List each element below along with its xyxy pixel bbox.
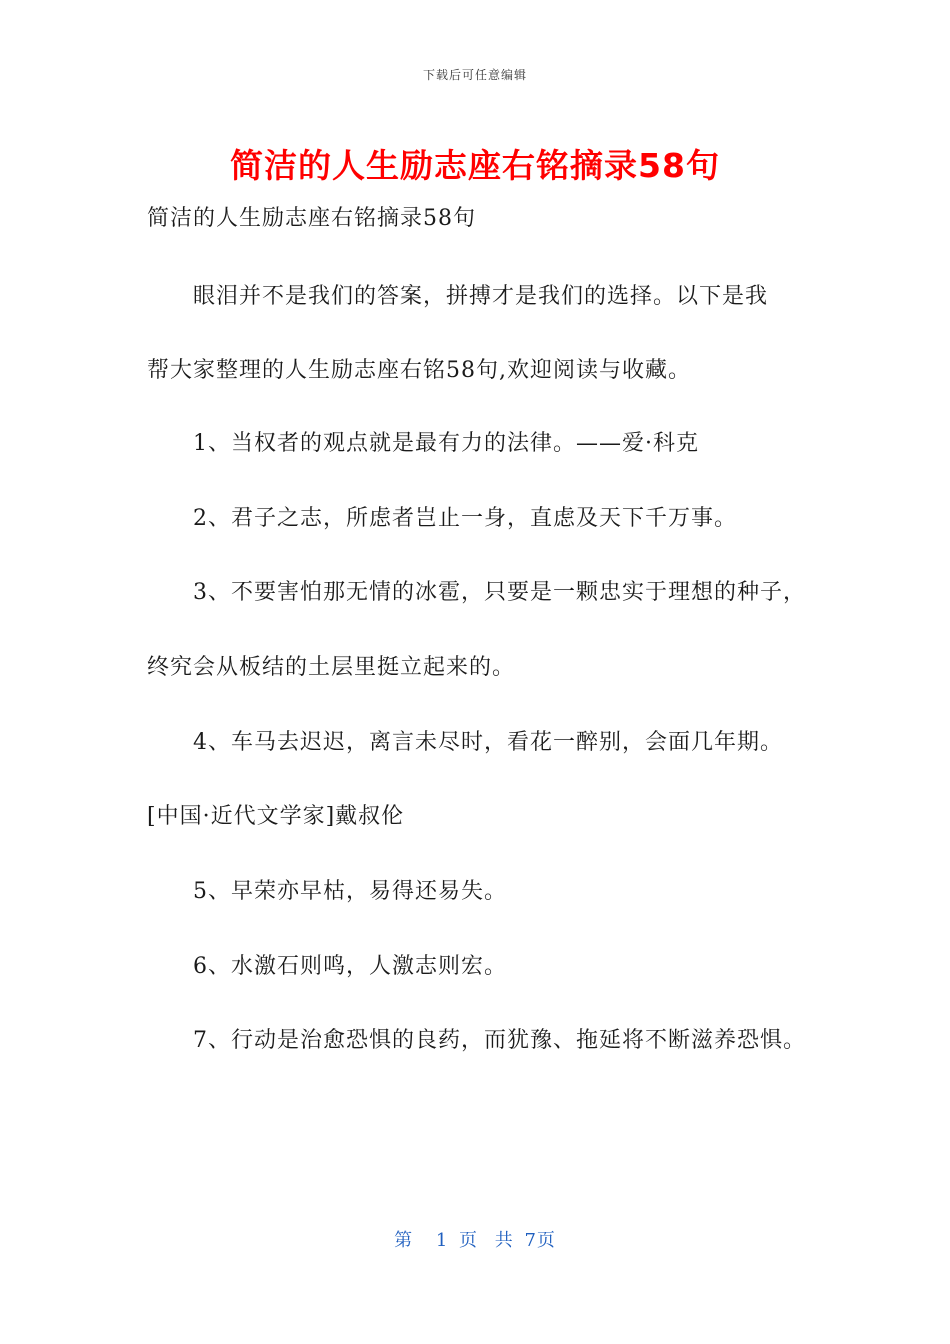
quote-6: 6、水激石则鸣，人激志则宏。 bbox=[193, 954, 507, 979]
quote-4-attribution: [中国·近代文学家]戴叔伦 bbox=[147, 804, 405, 829]
quote-2: 2、君子之志，所虑者岂止一身，直虑及天下千万事。 bbox=[193, 506, 737, 531]
footer-prefix: 第 bbox=[394, 1230, 414, 1251]
quote-1: 1、当权者的观点就是最有力的法律。——爱·科克 bbox=[193, 431, 699, 456]
page-footer bbox=[0, 1226, 950, 1252]
quote-3-line-1: 3、不要害怕那无情的冰雹，只要是一颗忠实于理想的种子， bbox=[193, 580, 806, 605]
header-note: 下载后可任意编辑 bbox=[422, 68, 527, 82]
quote-4-line-1: 4、车马去迟迟，离言未尽时，看花一醉别，会面几年期。 bbox=[193, 730, 783, 755]
footer-total-word: 共 bbox=[494, 1230, 514, 1251]
quote-5: 5、早荣亦早枯，易得还易失。 bbox=[193, 879, 507, 904]
quote-3-line-2: 终究会从板结的土层里挺立起来的。 bbox=[147, 655, 516, 680]
footer-total-pages: 7页 bbox=[524, 1230, 556, 1251]
intro-line-2: 帮大家整理的人生励志座右铭58句,欢迎阅读与收藏。 bbox=[147, 358, 691, 383]
document-title: 简洁的人生励志座右铭摘录58句 bbox=[230, 146, 720, 185]
subtitle-line: 简洁的人生励志座右铭摘录58句 bbox=[147, 206, 476, 231]
footer-current-page: 1 bbox=[435, 1230, 449, 1251]
quote-7: 7、行动是治愈恐惧的良药，而犹豫、拖延将不断滋养恐惧。 bbox=[193, 1028, 806, 1053]
footer-page-word: 页 bbox=[459, 1230, 478, 1251]
intro-line-1: 眼泪并不是我们的答案，拼搏才是我们的选择。以下是我 bbox=[193, 284, 769, 309]
